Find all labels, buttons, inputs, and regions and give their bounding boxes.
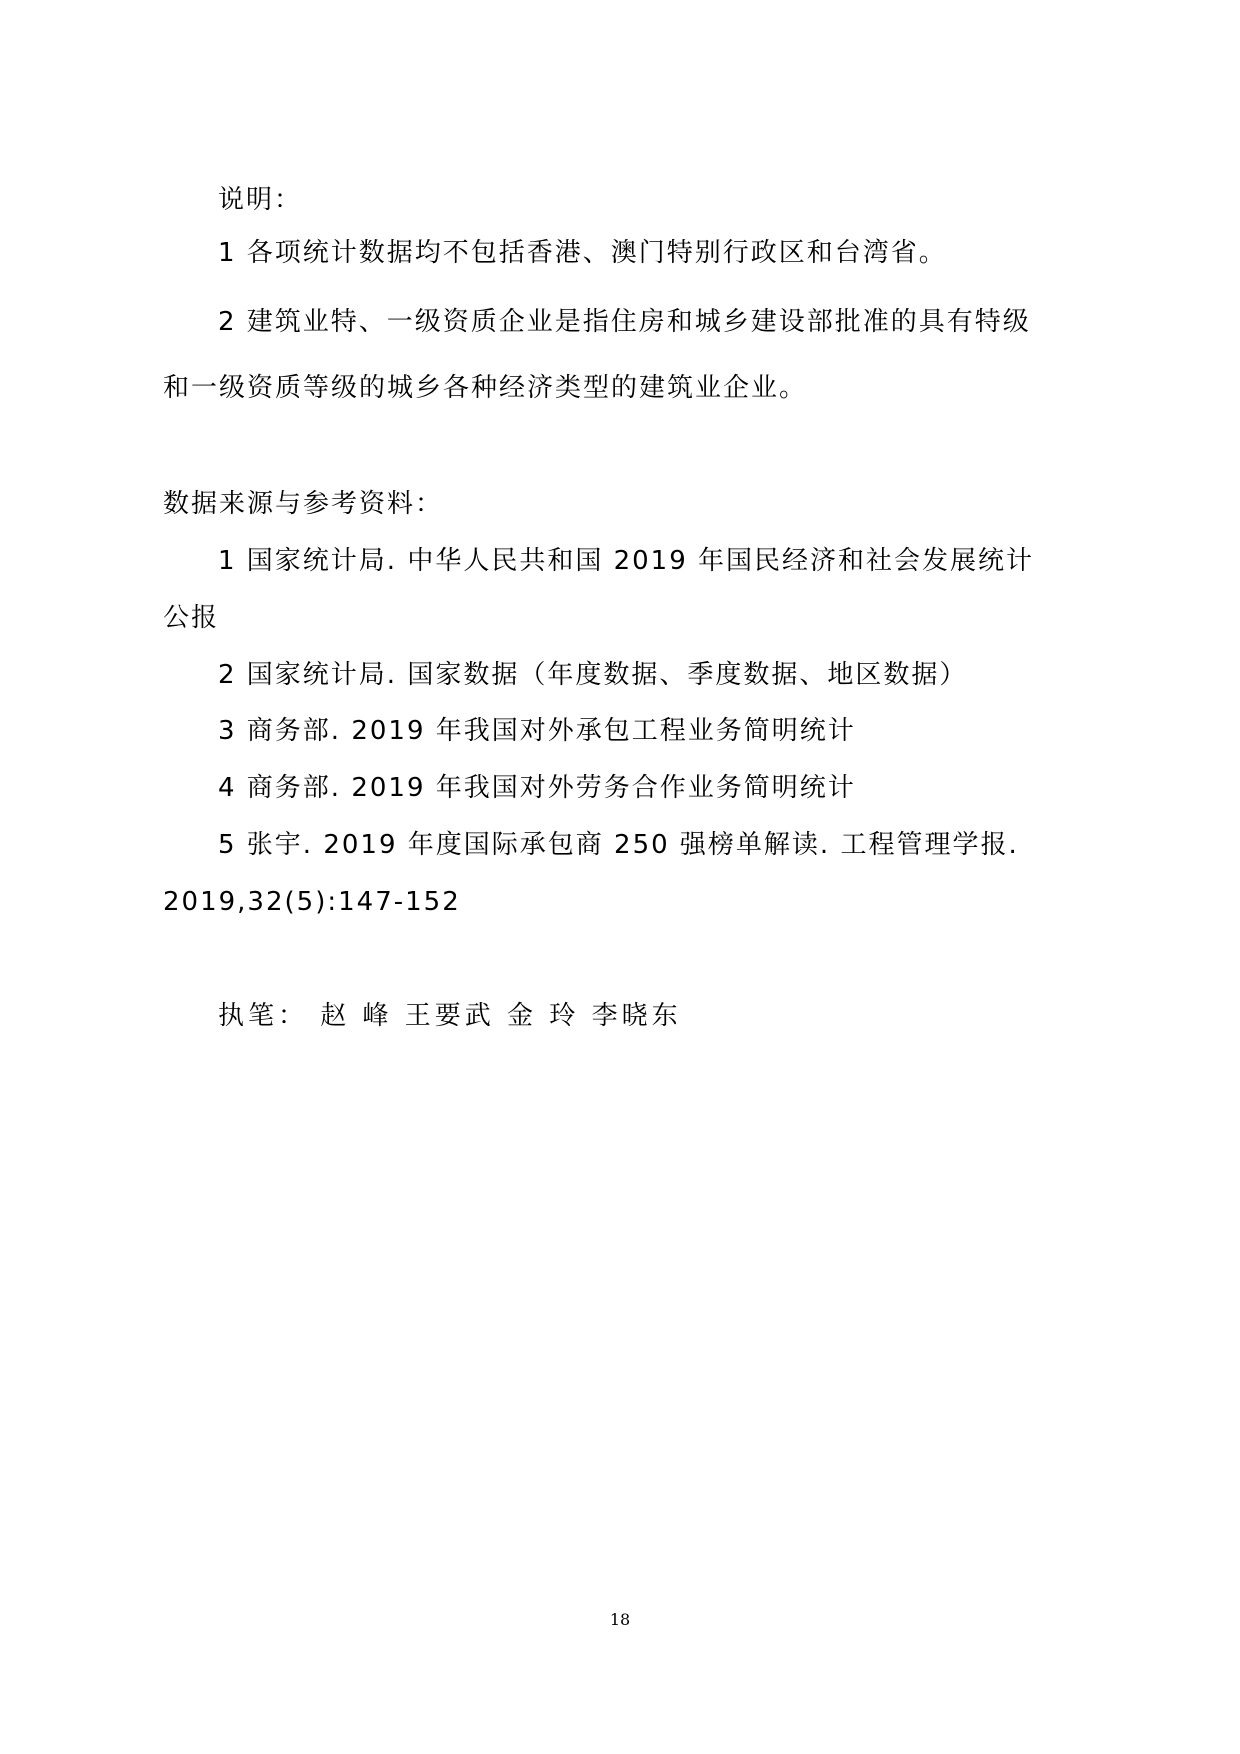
- note-item-1: 1 各项统计数据均不包括香港、澳门特别行政区和台湾省。: [218, 238, 947, 268]
- references-heading: 数据来源与参考资料：: [163, 489, 444, 519]
- reference-line-2: 2 国家统计局. 国家数据（年度数据、季度数据、地区数据）: [218, 660, 968, 690]
- notes-heading: 说明：: [218, 185, 303, 215]
- reference-line-4: 4 商务部. 2019 年我国对外劳务合作业务简明统计: [218, 773, 856, 803]
- page-number: 18: [609, 1610, 631, 1629]
- reference-line-5-continued: 2019,32(5):147-152: [163, 887, 461, 917]
- note-item-2-continued: 和一级资质等级的城乡各种经济类型的建筑业企业。: [163, 373, 808, 403]
- reference-line-1-continued: 公报: [163, 603, 220, 633]
- reference-line-3: 3 商务部. 2019 年我国对外承包工程业务简明统计: [218, 716, 856, 746]
- reference-line-5: 5 张宇. 2019 年度国际承包商 250 强榜单解读. 工程管理学报.: [218, 830, 1019, 860]
- authors-line: 执笔： 赵 峰 王要武 金 玲 李晓东: [218, 1001, 682, 1031]
- note-item-2: 2 建筑业特、一级资质企业是指住房和城乡建设部批准的具有特级: [218, 307, 1031, 337]
- reference-line-1: 1 国家统计局. 中华人民共和国 2019 年国民经济和社会发展统计: [218, 546, 1035, 576]
